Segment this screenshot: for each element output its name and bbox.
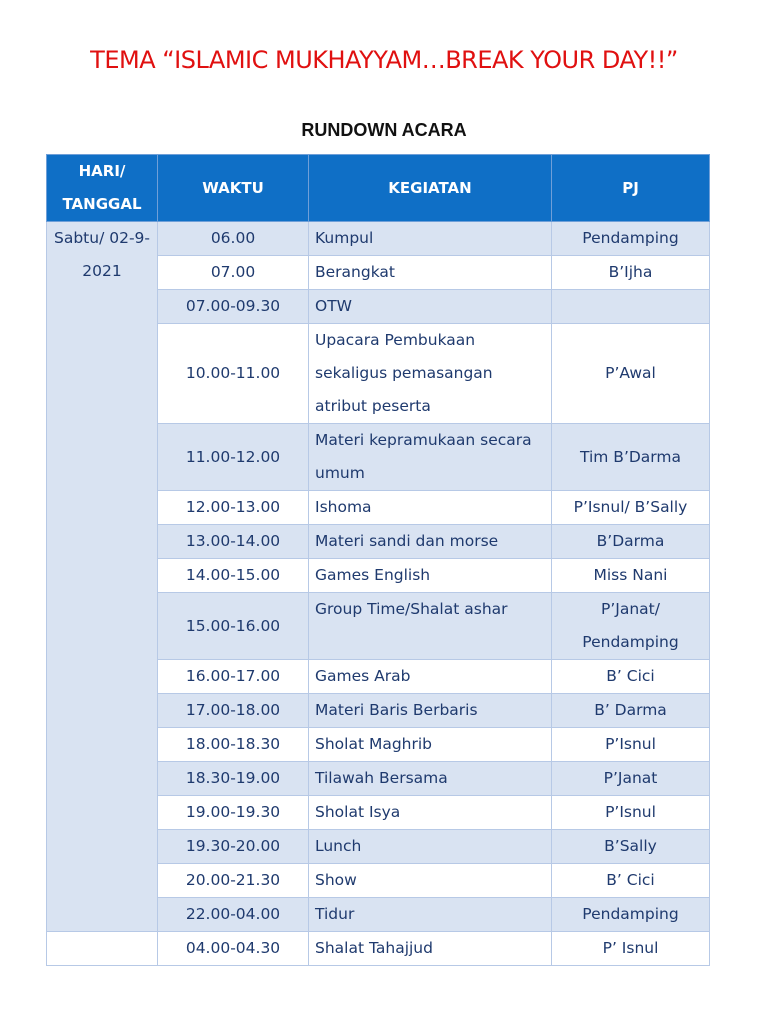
pj-cell: B’ Cici [552, 864, 710, 898]
activity-cell: Berangkat [309, 256, 552, 290]
pj-cell: P’Janat [552, 762, 710, 796]
table-row [47, 932, 710, 966]
pj-cell: B’ Darma [552, 694, 710, 728]
time-cell: 14.00-15.00 [158, 559, 309, 593]
pj-cell: Pendamping [552, 222, 710, 256]
activity-cell: Show [309, 864, 552, 898]
time-cell: 10.00-11.00 [158, 324, 309, 424]
time-cell: 11.00-12.00 [158, 424, 309, 491]
pj-cell: P’Isnul [552, 728, 710, 762]
activity-cell: Kumpul [309, 222, 552, 256]
pj-cell: B’Sally [552, 830, 710, 864]
time-cell: 20.00-21.30 [158, 864, 309, 898]
activity-cell: Materi sandi dan morse [309, 525, 552, 559]
table-body [47, 222, 710, 966]
day-cell-empty [47, 932, 158, 966]
time-cell: 19.30-20.00 [158, 830, 309, 864]
time-cell: 18.00-18.30 [158, 728, 309, 762]
activity-cell: Lunch [309, 830, 552, 864]
pj-cell: P’Isnul/ B’Sally [552, 491, 710, 525]
pj-cell: Pendamping [552, 898, 710, 932]
pj-cell: B’ Cici [552, 660, 710, 694]
time-cell: 19.00-19.30 [158, 796, 309, 830]
column-header-pj: PJ [552, 155, 710, 222]
time-cell: 17.00-18.00 [158, 694, 309, 728]
time-cell: 15.00-16.00 [158, 593, 309, 660]
pj-cell: Miss Nani [552, 559, 710, 593]
rundown-table [46, 154, 710, 966]
pj-cell: P’Janat/ Pendamping [552, 593, 710, 660]
activity-cell: Upacara Pembukaan sekaligus pemasangan atribut peserta [309, 324, 552, 424]
activity-cell: Tidur [309, 898, 552, 932]
pj-cell: P’ Isnul [552, 932, 710, 966]
activity-cell: Tilawah Bersama [309, 762, 552, 796]
activity-cell: Games Arab [309, 660, 552, 694]
activity-cell: Games English [309, 559, 552, 593]
time-cell: 04.00-04.30 [158, 932, 309, 966]
activity-cell: OTW [309, 290, 552, 324]
activity-cell: Materi Baris Berbaris [309, 694, 552, 728]
pj-cell: P’Awal [552, 324, 710, 424]
time-cell: 13.00-14.00 [158, 525, 309, 559]
page-subtitle: RUNDOWN ACARA [301, 120, 467, 140]
time-cell: 07.00-09.30 [158, 290, 309, 324]
activity-cell: Materi kepramukaan secara umum [309, 424, 552, 491]
time-cell: 07.00 [158, 256, 309, 290]
pj-cell: Tim B’Darma [552, 424, 710, 491]
activity-cell: Ishoma [309, 491, 552, 525]
page-title: TEMA “ISLAMIC MUKHAYYAM…BREAK YOUR DAY!!” [90, 46, 678, 74]
time-cell: 12.00-13.00 [158, 491, 309, 525]
pj-cell: P’Isnul [552, 796, 710, 830]
activity-cell: Group Time/Shalat ashar [309, 593, 552, 660]
time-cell: 16.00-17.00 [158, 660, 309, 694]
column-header-day: HARI/ TANGGAL [47, 155, 158, 222]
column-header-activity: KEGIATAN [309, 155, 552, 222]
time-cell: 22.00-04.00 [158, 898, 309, 932]
pj-cell: B’Darma [552, 525, 710, 559]
pj-cell: B’Ijha [552, 256, 710, 290]
column-header-time: WAKTU [158, 155, 309, 222]
table-row [47, 222, 710, 256]
pj-cell [552, 290, 710, 324]
activity-cell: Sholat Maghrib [309, 728, 552, 762]
table-header-row [47, 155, 710, 222]
activity-cell: Sholat Isya [309, 796, 552, 830]
activity-cell: Shalat Tahajjud [309, 932, 552, 966]
time-cell: 18.30-19.00 [158, 762, 309, 796]
time-cell: 06.00 [158, 222, 309, 256]
day-cell: Sabtu/ 02-9-2021 [47, 222, 158, 932]
